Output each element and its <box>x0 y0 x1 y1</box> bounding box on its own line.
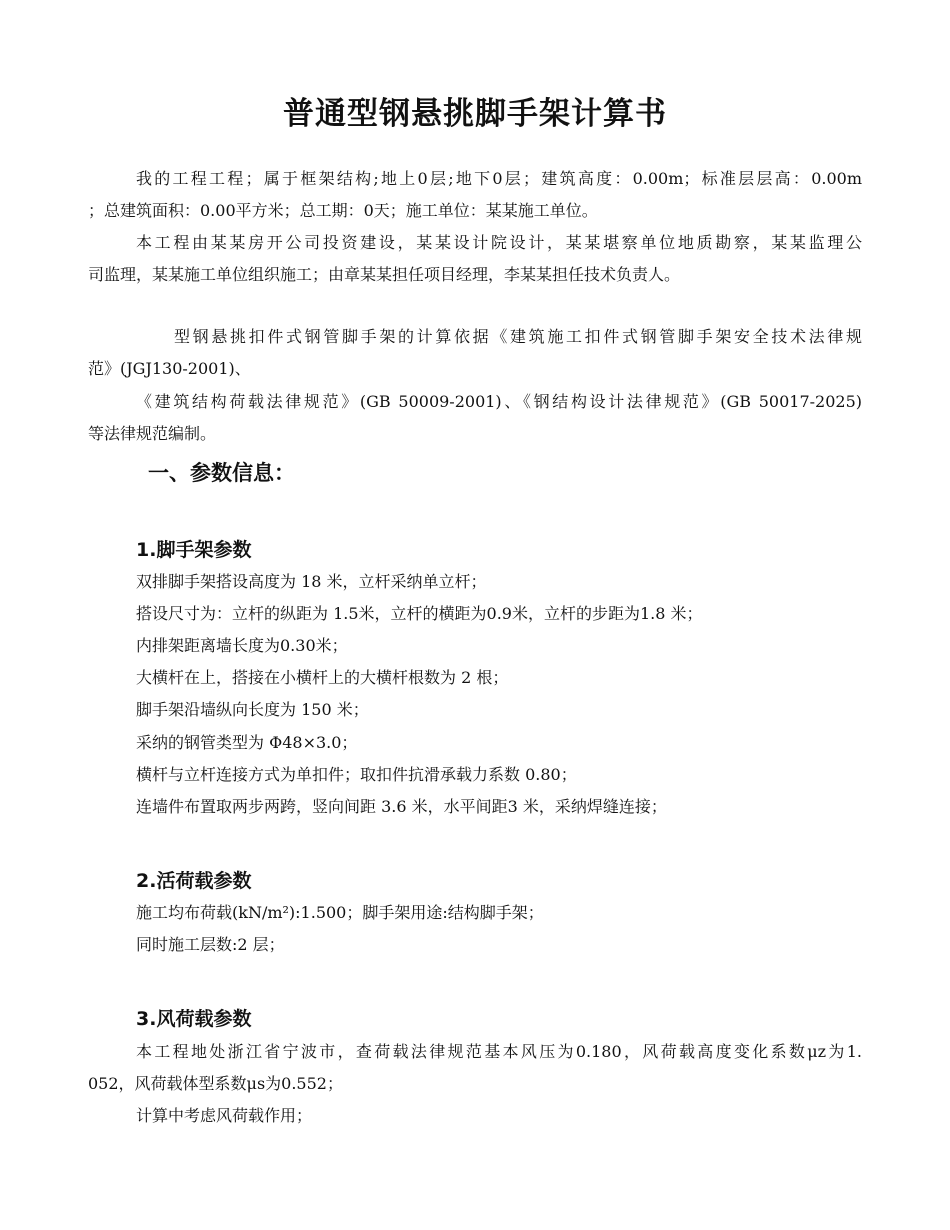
scaffold-param-line: 内排架距离墙长度为0.30米； <box>136 636 348 655</box>
wind-load-param-line: 计算中考虑风荷载作用； <box>136 1106 313 1125</box>
subsection-heading-live-load: 2.活荷载参数 <box>136 870 252 892</box>
basis-paragraph-line-1: 型钢悬挑扣件式钢管脚手架的计算依据《建筑施工扣件式钢管脚手架安全技术法律规 <box>174 327 862 346</box>
live-load-param-line: 同时施工层数:2 层； <box>136 935 285 954</box>
document-title: 普通型钢悬挑脚手架计算书 <box>283 96 667 132</box>
scaffold-param-line: 连墙件布置取两步两跨，竖向间距 3.6 米，水平间距3 米，采纳焊缝连接； <box>136 797 667 816</box>
basis-paragraph-line-4: 等法律规范编制。 <box>88 424 217 443</box>
scaffold-param-line: 采纳的钢管类型为 Φ48×3.0； <box>136 733 358 752</box>
intro-paragraph-1-line-2: ；总建筑面积：0.00平方米；总工期：0天；施工单位：某某施工单位。 <box>88 201 598 220</box>
scaffold-param-line: 横杆与立杆连接方式为单扣件；取扣件抗滑承载力系数 0.80； <box>136 765 577 784</box>
scaffold-param-line: 大横杆在上，搭接在小横杆上的大横杆根数为 2 根； <box>136 668 509 687</box>
wind-load-param-line: 本工程地处浙江省宁波市，查荷载法律规范基本风压为0.180，风荷载高度变化系数μz为1. <box>136 1042 862 1061</box>
section-heading-parameters: 一、参数信息： <box>148 461 295 485</box>
live-load-param-line: 施工均布荷载(kN/m²):1.500；脚手架用途:结构脚手架； <box>136 903 544 922</box>
basis-paragraph-line-2: 范》(JGJ130-2001)、 <box>88 359 251 378</box>
scaffold-param-line: 双排脚手架搭设高度为 18 米，立杆采纳单立杆； <box>136 572 487 591</box>
basis-paragraph-line-3: 《建筑结构荷载法律规范》(GB 50009-2001)、《钢结构设计法律规范》(GB 50017-2025) <box>136 392 862 411</box>
intro-paragraph-1-line-1: 我的工程工程；属于框架结构;地上0层;地下0层；建筑高度：0.00m；标准层层高：0.00m <box>136 169 862 188</box>
subsection-heading-wind-load: 3.风荷载参数 <box>136 1008 252 1030</box>
scaffold-param-line: 脚手架沿墙纵向长度为 150 米； <box>136 700 369 719</box>
wind-load-param-line: 052，风荷载体型系数μs为0.552； <box>88 1074 343 1093</box>
scaffold-param-line: 搭设尺寸为：立杆的纵距为 1.5米，立杆的横距为0.9米，立杆的步距为1.8 米； <box>136 604 703 623</box>
intro-paragraph-2-line-1: 本工程由某某房开公司投资建设，某某设计院设计，某某堪察单位地质勘察，某某监理公 <box>136 233 862 252</box>
intro-paragraph-2-line-2: 司监理，某某施工单位组织施工；由章某某担任项目经理，李某某担任技术负责人。 <box>88 265 681 284</box>
subsection-heading-scaffold: 1.脚手架参数 <box>136 539 252 561</box>
